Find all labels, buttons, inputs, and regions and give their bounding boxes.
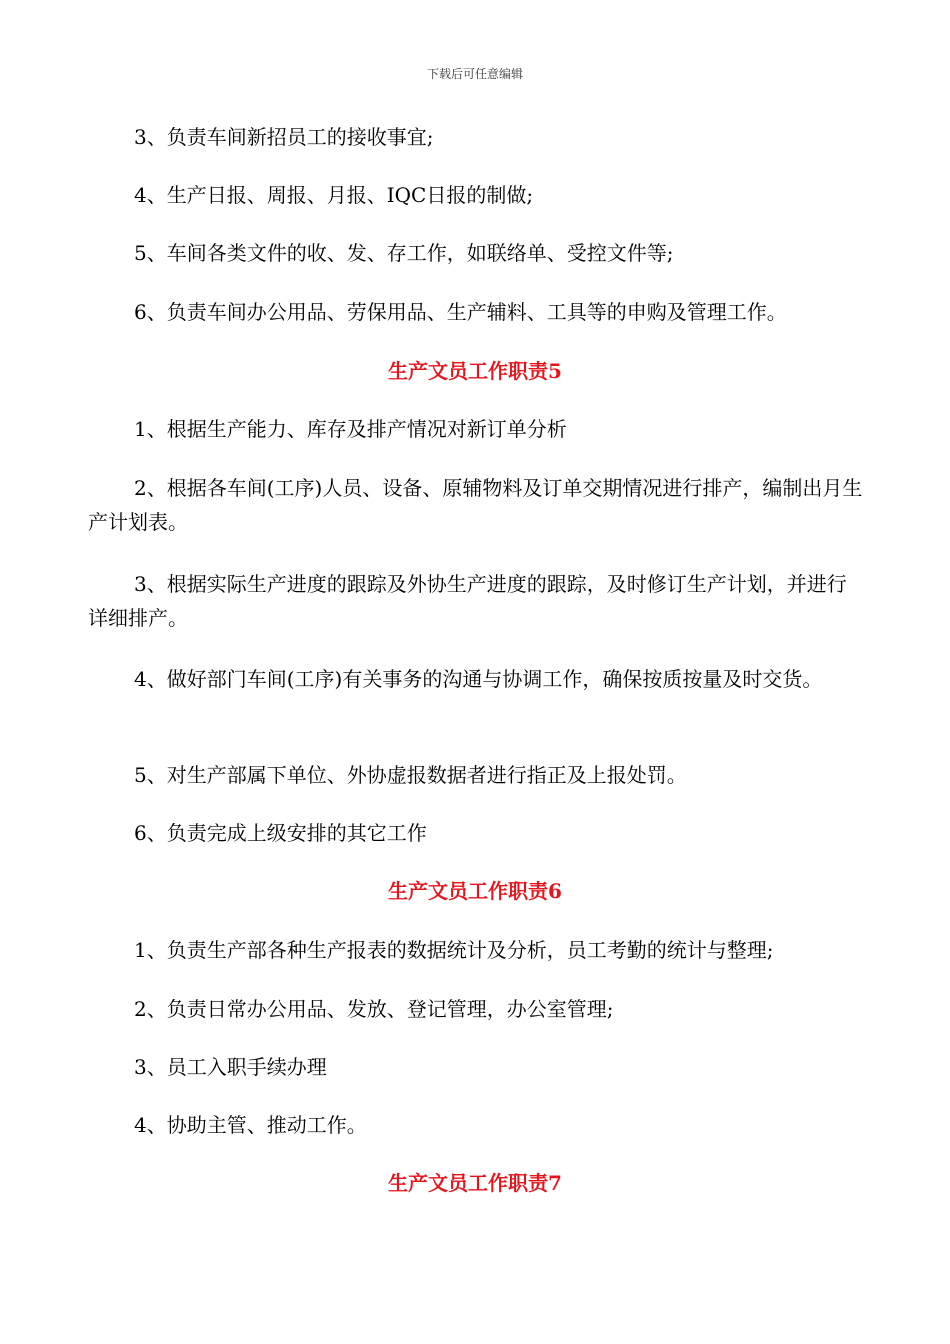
list-item: 3、员工入职手续办理: [134, 1055, 327, 1079]
list-item: 5、车间各类文件的收、发、存工作，如联络单、受控文件等;: [134, 241, 674, 265]
list-item: 3、负责车间新招员工的接收事宜;: [134, 125, 434, 149]
list-item: 1、负责生产部各种生产报表的数据统计及分析，员工考勤的统计与整理;: [134, 938, 774, 962]
list-item: 3、根据实际生产进度的跟踪及外协生产进度的跟踪，及时修订生产计划，并进行详细排产。: [88, 572, 847, 630]
list-item: 2、根据各车间(工序)人员、设备、原辅物料及订单交期情况进行排产，编制出月生产计划表。: [88, 476, 863, 534]
section-heading-5: 生产文员工作职责5: [388, 359, 562, 383]
list-item: 6、负责车间办公用品、劳保用品、生产辅料、工具等的申购及管理工作。: [134, 300, 787, 324]
list-item: 5、对生产部属下单位、外协虚报数据者进行指正及上报处罚。: [134, 763, 687, 787]
list-item: 2、负责日常办公用品、发放、登记管理，办公室管理;: [134, 997, 614, 1021]
section-heading-6: 生产文员工作职责6: [388, 879, 562, 903]
list-item: 1、根据生产能力、库存及排产情况对新订单分析: [134, 417, 567, 441]
section-heading-7: 生产文员工作职责7: [388, 1171, 562, 1195]
list-item: 4、协助主管、推动工作。: [134, 1113, 367, 1137]
list-item: 4、生产日报、周报、月报、IQC日报的制做;: [134, 183, 534, 207]
list-item: 6、负责完成上级安排的其它工作: [134, 821, 427, 845]
list-item: 4、做好部门车间(工序)有关事务的沟通与协调工作，确保按质按量及时交货。: [134, 667, 823, 691]
header-note: 下载后可任意编辑: [426, 67, 523, 81]
